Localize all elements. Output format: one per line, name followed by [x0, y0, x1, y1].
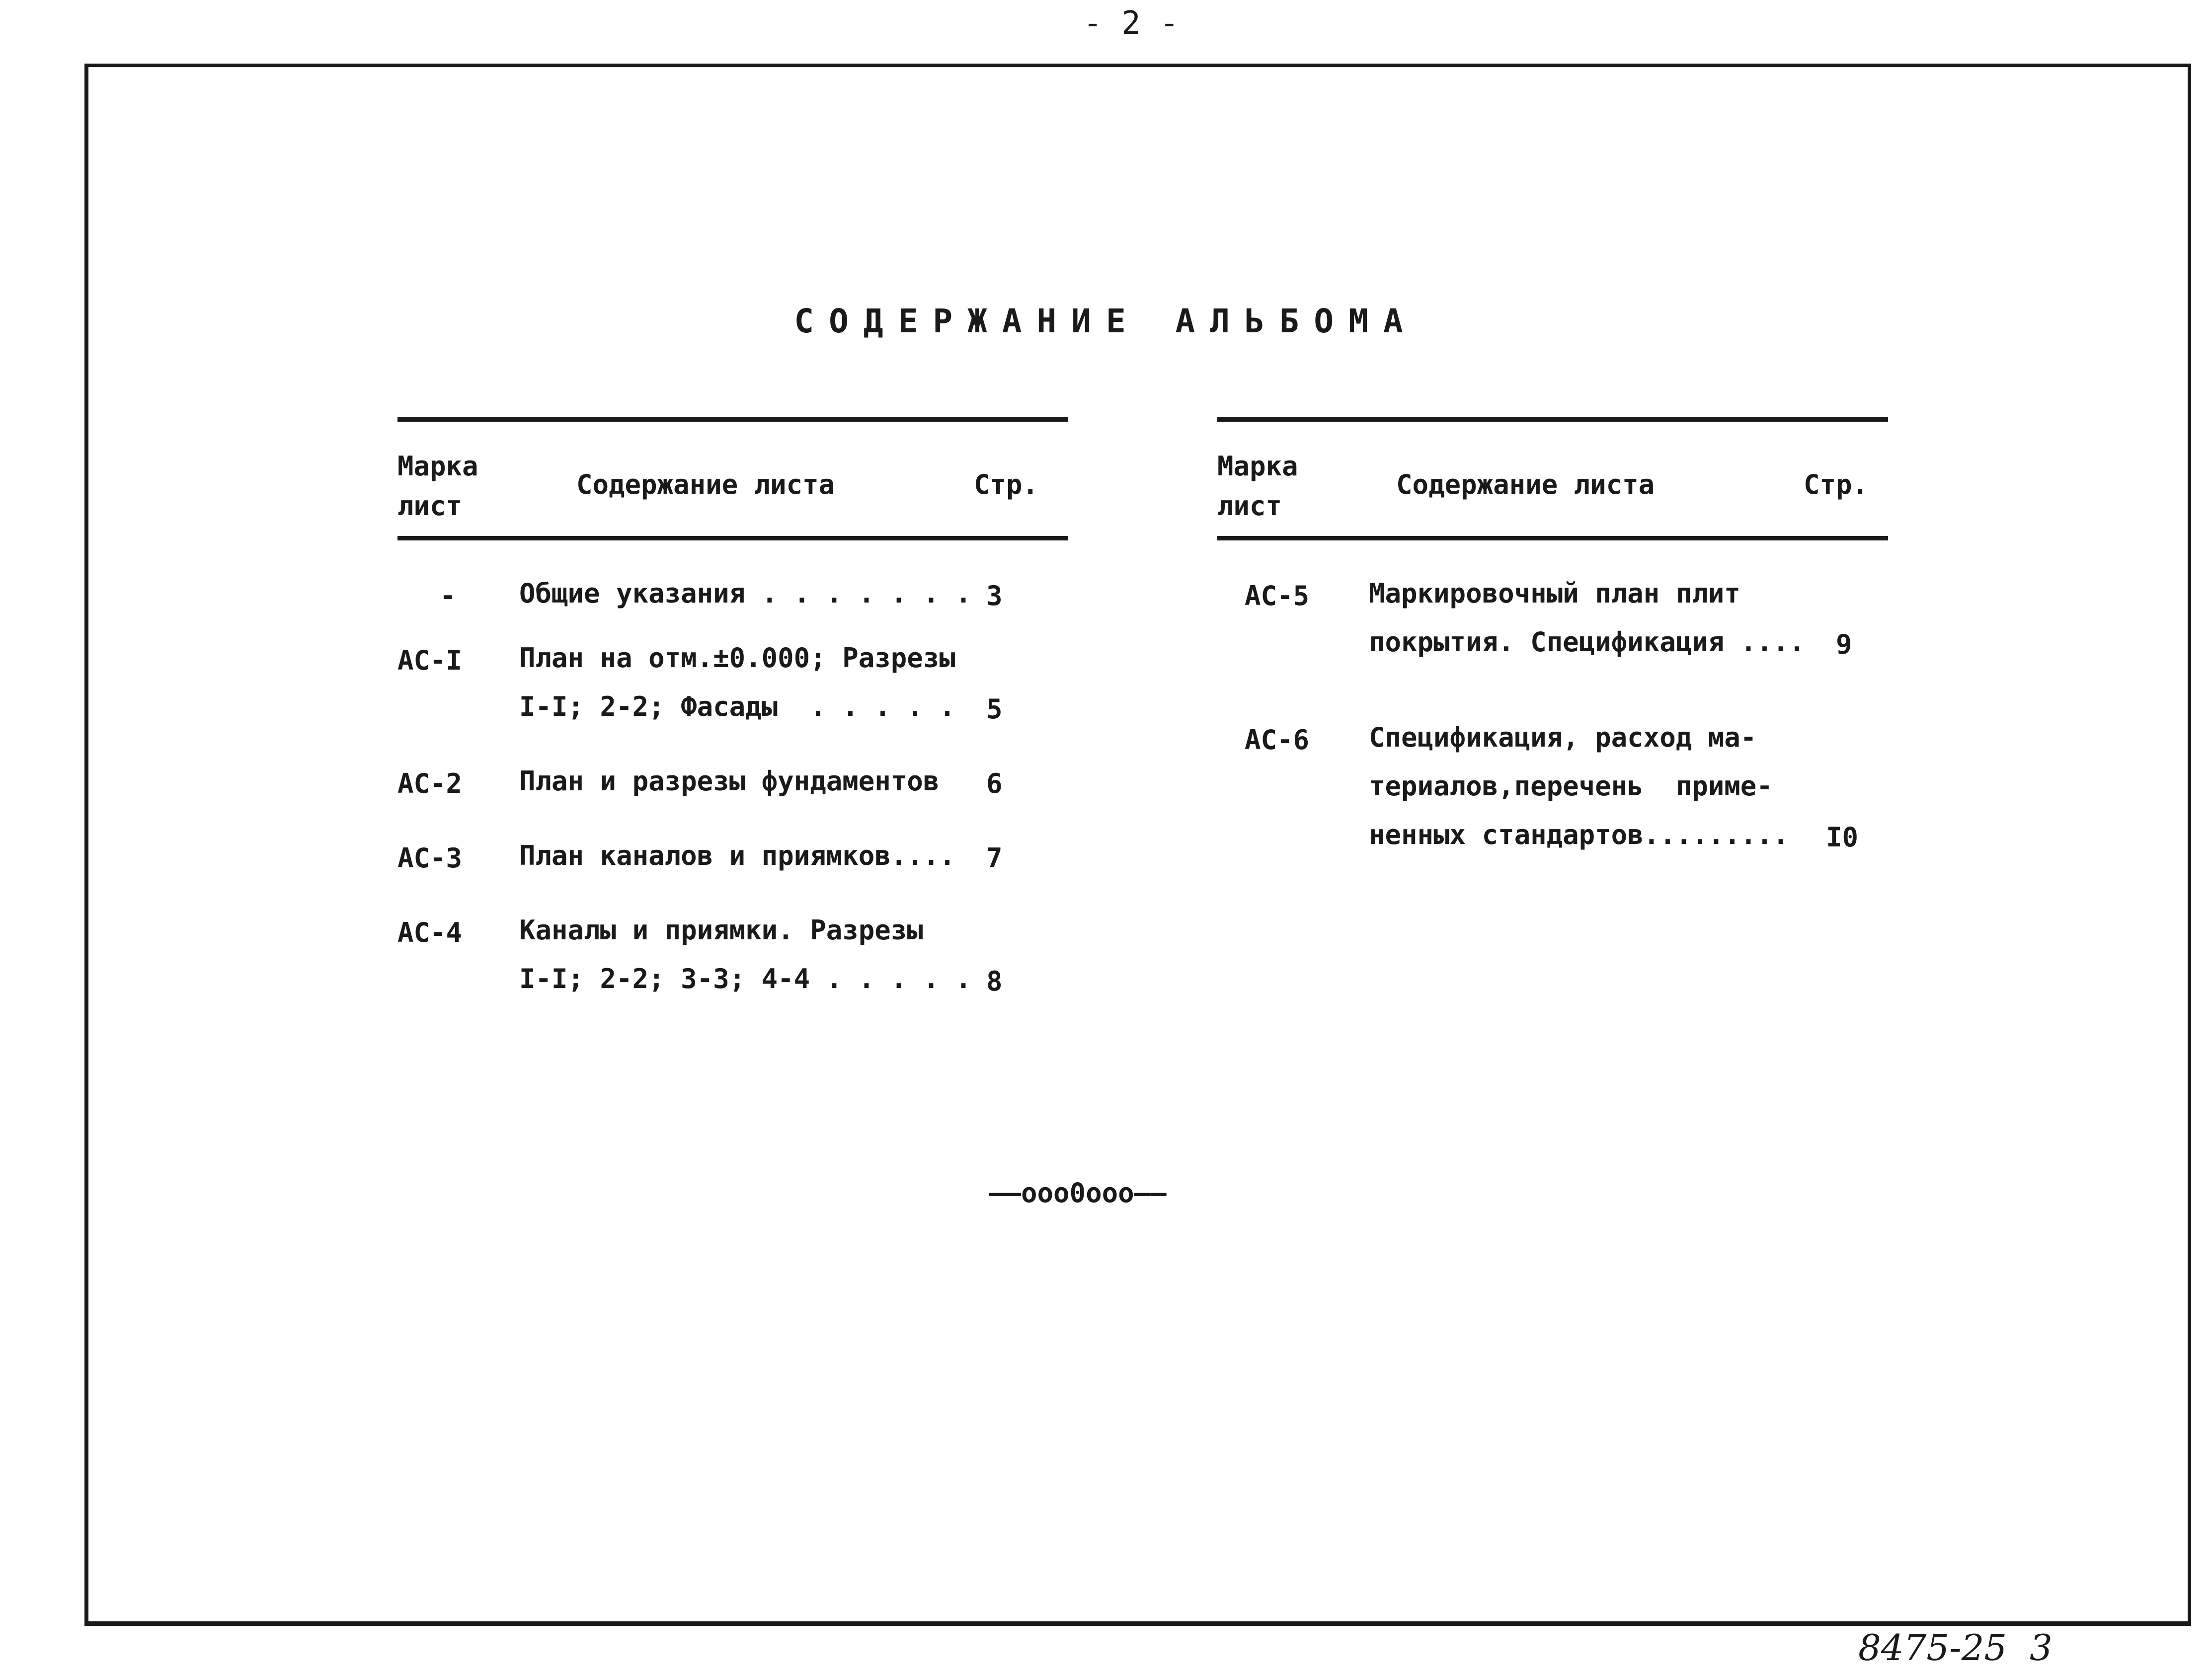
sheet-mark: АС-I: [397, 645, 463, 676]
header-mark-line2: лист: [1217, 490, 1282, 522]
header-mark-line1: Марка: [397, 451, 478, 482]
sheet-content: Каналы и приямки. Разрезы: [519, 914, 923, 946]
sheet-page: 7: [986, 842, 1003, 874]
contents-table-left: [397, 417, 1068, 997]
sheet-content: Маркировочный план плит: [1369, 578, 1740, 609]
sheet-mark: АС-5: [1245, 580, 1310, 611]
sheet-content: Спецификация, расход ма-: [1369, 722, 1757, 753]
sheet-content: покрытия. Спецификация ....: [1369, 626, 1805, 658]
table-top-rule: [397, 417, 1068, 422]
header-mark-line2: лист: [397, 490, 463, 522]
header-content: Содержание листа: [576, 469, 835, 500]
table-header-rule: [397, 536, 1068, 540]
sheet-mark: АС-2: [397, 768, 463, 799]
album-contents-title: СОДЕРЖАНИЕ АЛЬБОМА: [794, 302, 1418, 340]
sheet-page: 5: [986, 693, 1003, 725]
end-ornament: ——ooo0ooo——: [989, 1177, 1167, 1209]
page-number: - 2 -: [1083, 5, 1179, 42]
header-mark: [397, 447, 478, 526]
table-header: [397, 422, 1068, 536]
sheet-content: ненных стандартов.........: [1369, 819, 1789, 850]
sheet-mark: АС-3: [397, 842, 463, 874]
header-mark-line1: Марка: [1217, 451, 1298, 482]
sheet-content: План и разрезы фундаментов: [519, 765, 940, 797]
header-mark: [1217, 447, 1298, 526]
sheet-mark: АС-4: [397, 917, 463, 948]
sheet-content: План каналов и приямков....: [519, 840, 955, 871]
header-page: Стр.: [1804, 469, 1869, 500]
sheet-page: 9: [1836, 629, 1852, 660]
table-header-rule: [1217, 536, 1888, 540]
sheet-content: териалов,перечень приме-: [1369, 770, 1773, 802]
table-header: [1217, 422, 1888, 536]
table-top-rule: [1217, 417, 1888, 422]
sheet-content: План на отм.±0.000; Разрезы: [519, 642, 955, 674]
sheet-content: I-I; 2-2; Фасады . . . . .: [519, 691, 955, 722]
sheet-page: 6: [986, 768, 1003, 799]
contents-table-right: [1217, 417, 1888, 853]
sheet-code: 8475-25 3: [1858, 1627, 2053, 1669]
sheet-page: I0: [1826, 822, 1859, 853]
sheet-mark: -: [440, 580, 456, 611]
header-content: Содержание листа: [1396, 469, 1655, 500]
sheet-page: 8: [986, 966, 1003, 997]
header-page: Стр.: [974, 469, 1039, 500]
sheet-page: 3: [986, 580, 1003, 611]
sheet-content: Общие указания . . . . . . .: [519, 578, 972, 609]
sheet-mark: АС-6: [1245, 724, 1310, 756]
sheet-content: I-I; 2-2; 3-3; 4-4 . . . . .: [519, 963, 972, 994]
